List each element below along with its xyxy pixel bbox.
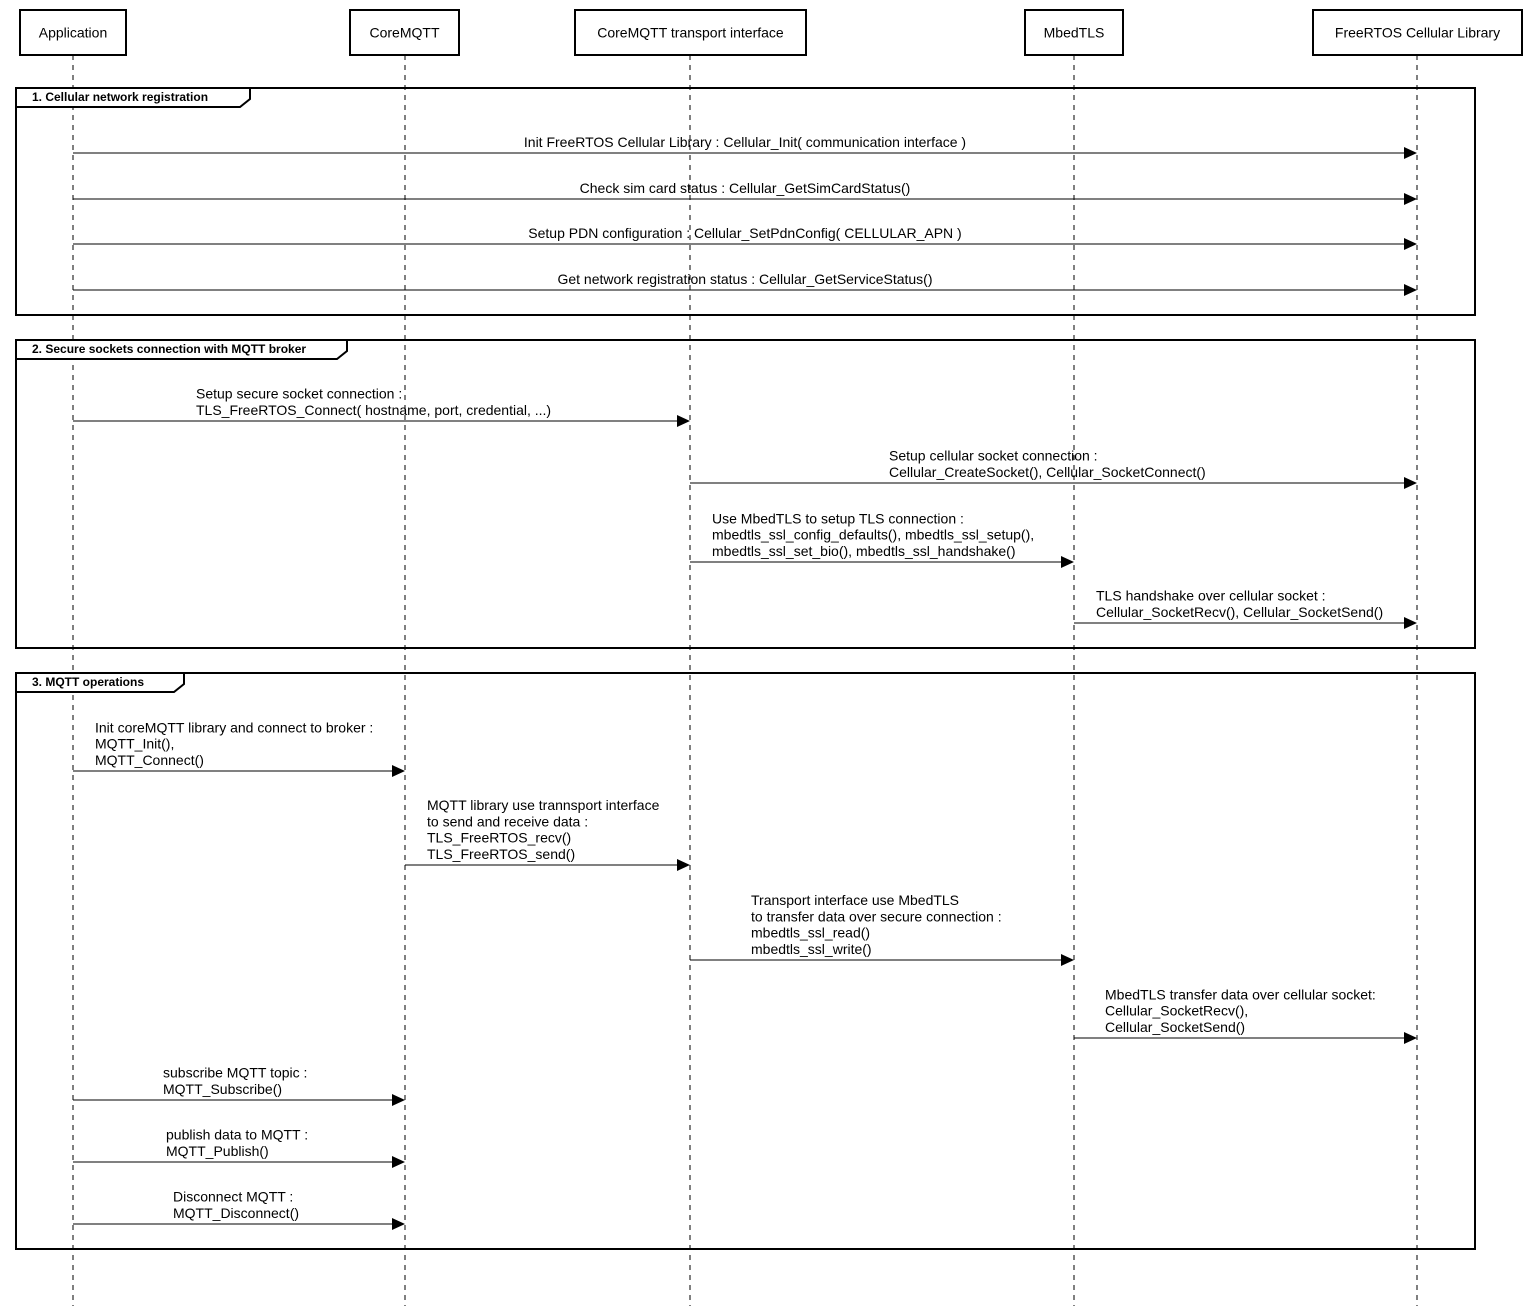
message-label-line: MQTT_Init(), bbox=[95, 735, 175, 752]
arrowhead-icon bbox=[1404, 147, 1417, 159]
participant-cellular bbox=[1313, 10, 1522, 55]
arrowhead-icon bbox=[1061, 954, 1074, 966]
arrowhead-icon bbox=[1061, 556, 1074, 568]
message-label-line: TLS_FreeRTOS_Connect( hostname, port, credential, ...) bbox=[196, 402, 552, 418]
arrowhead-icon bbox=[677, 415, 690, 427]
arrowhead-icon bbox=[677, 859, 690, 871]
frame-3 bbox=[16, 673, 1475, 1249]
message-label-line: Setup secure socket connection : bbox=[196, 385, 403, 402]
arrowhead-icon bbox=[1404, 193, 1417, 205]
message-3-5 bbox=[73, 1065, 405, 1106]
message-label-line: Check sim card status : Cellular_GetSimCardStatus() bbox=[579, 180, 911, 196]
message-label-line: TLS handshake over cellular socket : bbox=[1096, 587, 1326, 604]
arrowhead-icon bbox=[392, 1156, 405, 1168]
message-3-7 bbox=[73, 1189, 405, 1230]
message-label-line: Use MbedTLS to setup TLS connection : bbox=[712, 510, 964, 527]
message-label-line: subscribe MQTT topic : bbox=[163, 1064, 308, 1081]
message-1-4 bbox=[73, 271, 1417, 296]
arrowhead-icon bbox=[1404, 477, 1417, 489]
participant-label: CoreMQTT bbox=[369, 24, 440, 41]
frame-border bbox=[16, 673, 1475, 1249]
message-3-4 bbox=[1074, 986, 1417, 1044]
participant-mbedtls bbox=[1025, 10, 1123, 55]
message-label-line: Setup cellular socket connection : bbox=[889, 447, 1098, 464]
message-label-line: Cellular_SocketRecv(), Cellular_SocketSend() bbox=[1096, 604, 1384, 620]
frame-label: 2. Secure sockets connection with MQTT broker bbox=[32, 342, 307, 356]
message-label-line: mbedtls_ssl_read() bbox=[751, 924, 871, 941]
message-3-6 bbox=[73, 1127, 405, 1168]
participant-coremqtt bbox=[350, 10, 459, 55]
message-label-line: mbedtls_ssl_set_bio(), mbedtls_ssl_handshake() bbox=[712, 543, 1016, 559]
message-label-line: MbedTLS transfer data over cellular socket: bbox=[1105, 986, 1376, 1003]
message-2-3 bbox=[690, 510, 1074, 568]
message-3-2 bbox=[405, 797, 690, 871]
message-label-line: MQTT_Publish() bbox=[166, 1143, 269, 1159]
arrowhead-icon bbox=[1404, 1032, 1417, 1044]
participant-transport bbox=[575, 10, 806, 55]
frame-label: 1. Cellular network registration bbox=[32, 90, 209, 104]
message-1-1 bbox=[73, 134, 1417, 159]
participant-label: MbedTLS bbox=[1043, 24, 1105, 41]
message-label-line: TLS_FreeRTOS_send() bbox=[427, 846, 576, 862]
message-label-line: Transport interface use MbedTLS bbox=[751, 892, 960, 909]
message-1-3 bbox=[73, 225, 1417, 250]
message-2-1 bbox=[73, 386, 690, 427]
arrowhead-icon bbox=[1404, 238, 1417, 250]
message-label-line: to transfer data over secure connection : bbox=[751, 908, 1002, 925]
message-label-line: Cellular_SocketSend() bbox=[1105, 1019, 1246, 1035]
frame-label: 3. MQTT operations bbox=[32, 675, 145, 689]
participant-label: CoreMQTT transport interface bbox=[597, 24, 784, 41]
message-label-line: Cellular_SocketRecv(), bbox=[1105, 1002, 1249, 1019]
message-label-line: mbedtls_ssl_config_defaults(), mbedtls_ssl_setup(), bbox=[712, 526, 1035, 543]
message-3-1 bbox=[73, 719, 405, 777]
message-label-line: publish data to MQTT : bbox=[166, 1126, 309, 1143]
message-label-line: Disconnect MQTT : bbox=[173, 1188, 294, 1205]
message-label-line: Cellular_CreateSocket(), Cellular_SocketConnect() bbox=[889, 464, 1206, 480]
message-1-2 bbox=[73, 180, 1417, 205]
message-3-3 bbox=[690, 892, 1074, 966]
message-label-line: Setup PDN configuration : Cellular_SetPdnConfig( CELLULAR_APN ) bbox=[528, 225, 962, 241]
message-2-4 bbox=[1074, 588, 1417, 629]
message-label-line: MQTT_Subscribe() bbox=[163, 1081, 283, 1097]
message-label-line: MQTT_Disconnect() bbox=[173, 1205, 300, 1221]
arrowhead-icon bbox=[1404, 284, 1417, 296]
arrowhead-icon bbox=[1404, 617, 1417, 629]
message-label-line: to send and receive data : bbox=[427, 813, 589, 830]
message-label-line: Init coreMQTT library and connect to broker : bbox=[95, 719, 374, 736]
arrowhead-icon bbox=[392, 1218, 405, 1230]
message-label-line: mbedtls_ssl_write() bbox=[751, 941, 872, 957]
message-label-line: TLS_FreeRTOS_recv() bbox=[427, 829, 572, 846]
message-label-line: Init FreeRTOS Cellular Library : Cellular_Init( communication interface ) bbox=[523, 134, 967, 150]
message-label-line: MQTT library use trannsport interface bbox=[427, 797, 660, 814]
message-2-2 bbox=[690, 448, 1417, 489]
participant-label: Application bbox=[38, 24, 108, 41]
participant-label: FreeRTOS Cellular Library bbox=[1334, 24, 1501, 41]
participant-app bbox=[20, 10, 126, 55]
message-label-line: MQTT_Connect() bbox=[95, 752, 204, 768]
arrowhead-icon bbox=[392, 765, 405, 777]
message-label-line: Get network registration status : Cellular_GetServiceStatus() bbox=[557, 271, 933, 287]
arrowhead-icon bbox=[392, 1094, 405, 1106]
